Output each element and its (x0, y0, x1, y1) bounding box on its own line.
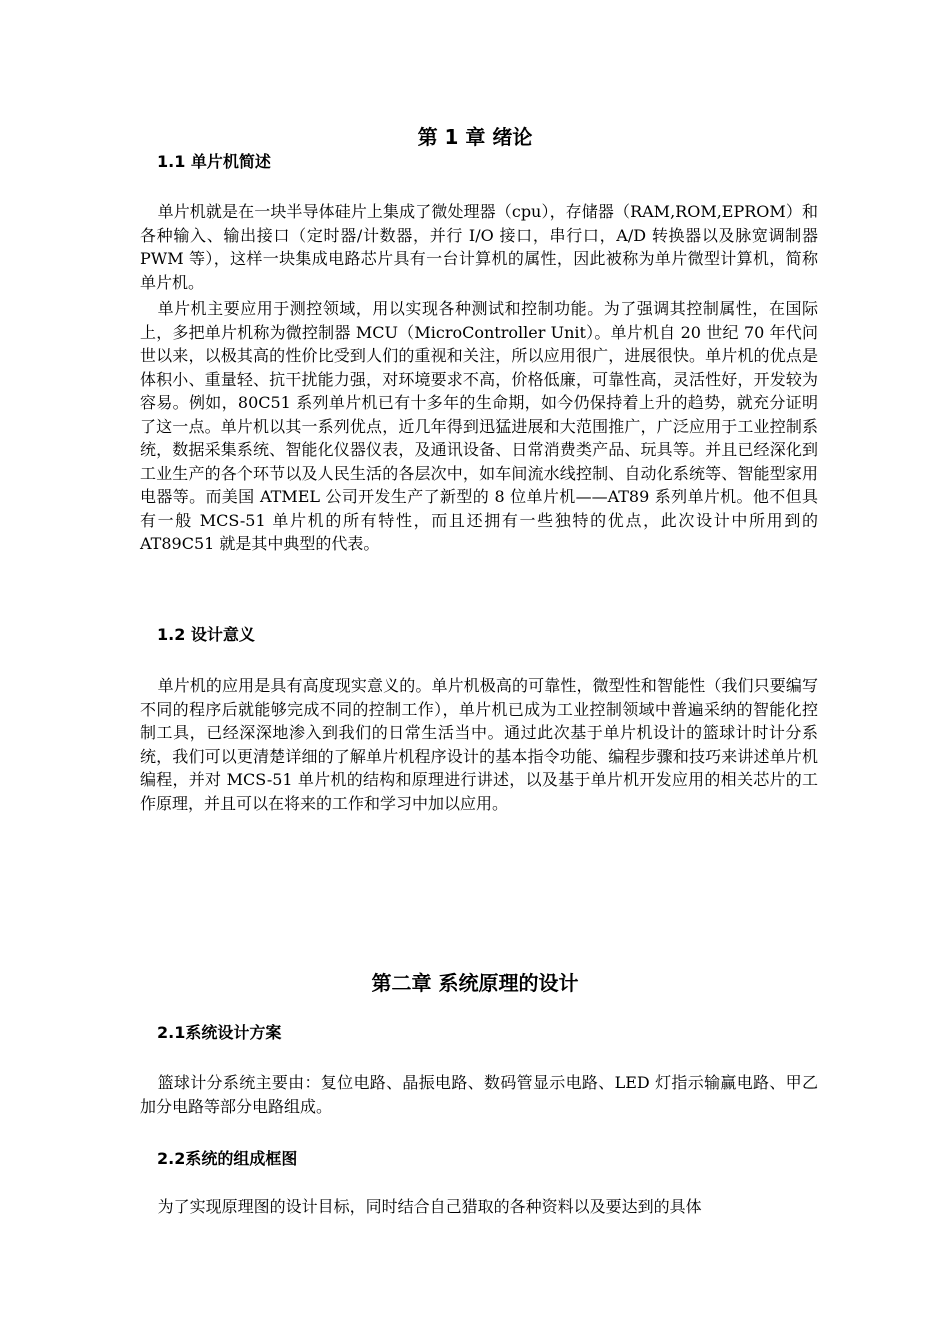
section-1-1-paragraph-1: 单片机就是在一块半导体硅片上集成了微处理器（cpu），存储器（RAM,ROM,EPROM）和各种输入、输出接口（定时器/计数器，并行 I/O 接口，串行口，A/D 转换器以及脉宽调制器 PWM 等），这样一块集成电路芯片具有一台计算机的属性，因此被称为单片微型计算机，简称单片机。 (140, 202, 818, 292)
chapter-1-title: 第 1 章 绪论 (417, 125, 533, 149)
section-1-1-paragraph-2: 单片机主要应用于测控领域，用以实现各种测试和控制功能。为了强调其控制属性，在国际上，多把单片机称为微控制器 MCU（MicroController Unit）。单片机自 20 世纪 70 年代问世以来，以极其高的性价比受到人们的重视和关注，所以应用很广，进展很快。单片机的优点是体积小、重量轻、抗干扰能力强，对环境要求不高，价格低廉，可靠性高，灵活性好，开发较为容易。例如，80C51 系列单片机已有十多年的生命期，如今仍保持着上升的趋势，就充分证明了这一点。单片机以其一系列优点，近几年得到迅猛进展和大范围推广，广泛应用于工业控制系统，数据采集系统、智能化仪器仪表，及通讯设备、日常消费类产品、玩具等。并且已经深化到工业生产的各个环节以及人民生活的各层次中，如车间流水线控制、自动化系统等、智能型家用电器等。而美国 ATMEL 公司开发生产了新型的 8 位单片机——AT89 系列单片机。他不但具有一般 MCS-51 单片机的所有特性，而且还拥有一些独特的优点，此次设计中所用到的 AT89C51 就是其中典型的代表。 (140, 299, 818, 553)
section-1-2-title: 1.2 设计意义 (157, 625, 255, 644)
section-1-1-title: 1.1 单片机简述 (157, 152, 271, 171)
section-2-2-title: 2.2系统的组成框图 (157, 1149, 298, 1168)
section-2-2-paragraph-1: 为了实现原理图的设计目标，同时结合自己猎取的各种资料以及要达到的具体 (157, 1197, 702, 1216)
chapter-2-title: 第二章 系统原理的设计 (371, 971, 579, 995)
section-2-1-title: 2.1系统设计方案 (157, 1023, 282, 1042)
section-1-2-paragraph-1: 单片机的应用是具有高度现实意义的。单片机极高的可靠性，微型性和智能性（我们只要编写不同的程序后就能够完成不同的控制工作），单片机已成为工业控制领域中普遍采纳的智能化控制工具，已经深深地渗入到我们的日常生活当中。通过此次基于单片机设计的篮球计时计分系统，我们可以更清楚详细的了解单片机程序设计的基本指令功能、编程步骤和技巧来讲述单片机编程，并对 MCS-51 单片机的结构和原理进行讲述，以及基于单片机开发应用的相关芯片的工作原理，并且可以在将来的工作和学习中加以应用。 (140, 676, 818, 813)
section-2-1-paragraph-1: 篮球计分系统主要由：复位电路、晶振电路、数码管显示电路、LED 灯指示输赢电路、甲乙加分电路等部分电路组成。 (140, 1073, 818, 1116)
